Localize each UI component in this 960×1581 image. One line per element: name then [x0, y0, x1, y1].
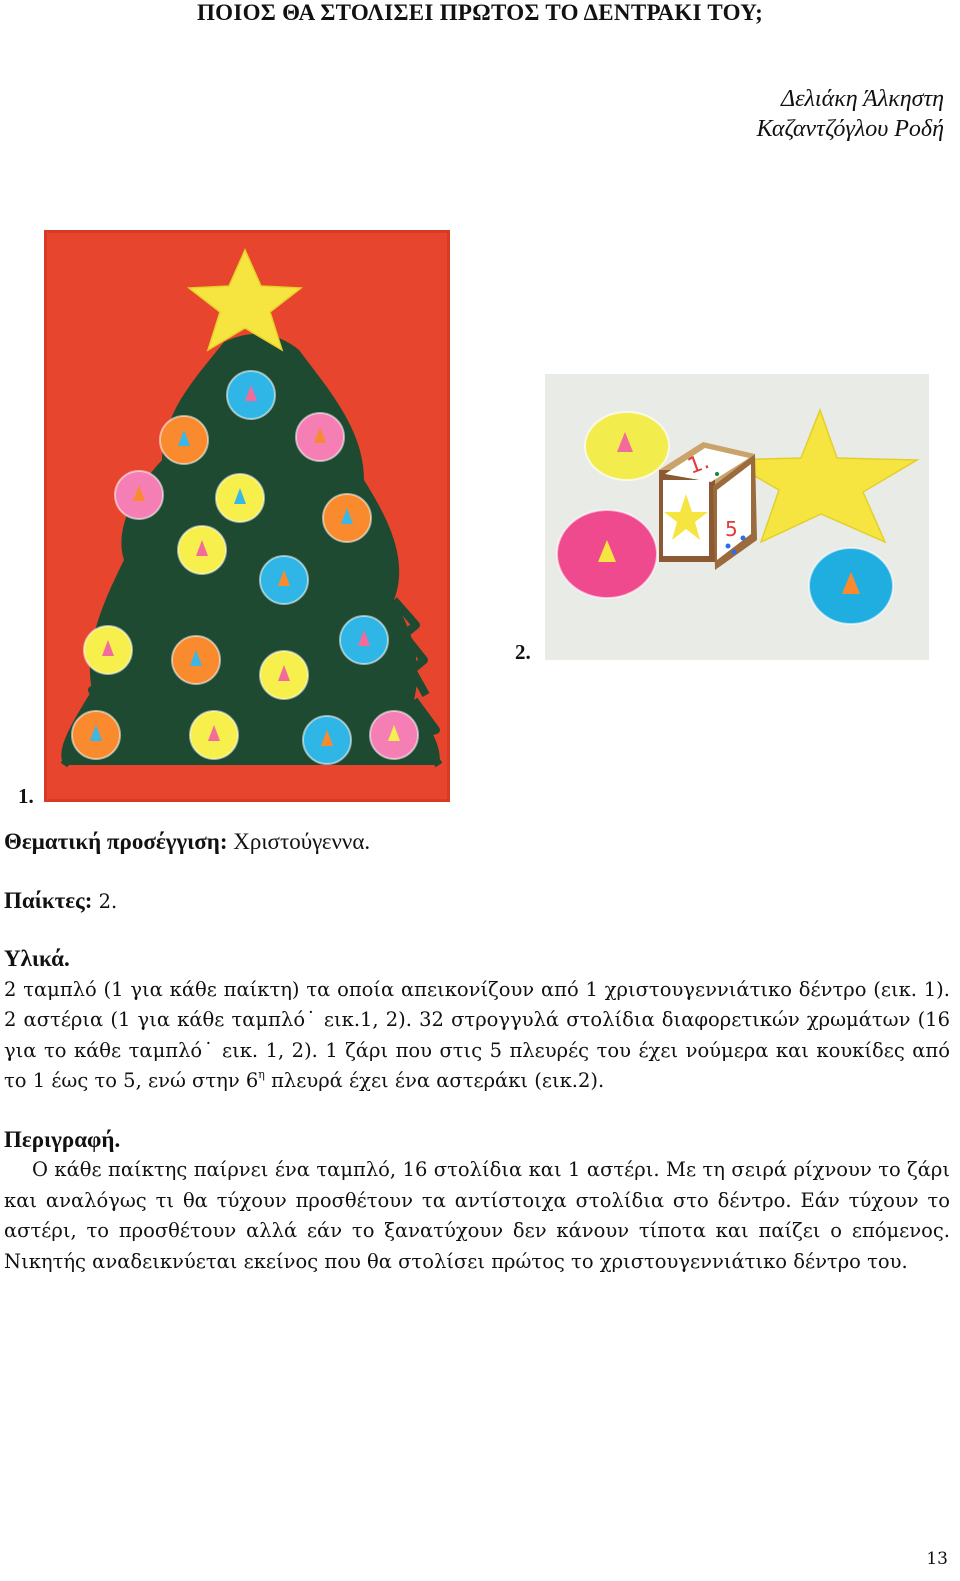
description-heading: Περιγραφή. — [4, 1126, 121, 1152]
figure-2-pieces-photo — [545, 374, 929, 660]
description-paragraph: Ο κάθε παίκτης παίρνει ένα ταμπλό, 16 στολίδια και 1 αστέρι. Με τη σειρά ρίχνουν το ζάρι και αναλόγως τι θα τύχουν προσθέτουν τα αντίστοιχα στολίδια στο δέντρο. Εάν τύχουν το αστέρι, το προσθέτουν αλλά εάν το ξανατύχουν δεν κάνουν τίποτα και παίζει ο επόμενος. Νικητής αναδεικνύεται εκείνος που θα στολίσει πρώτος το χριστουγεννιάτικο δέντρο του. — [4, 1158, 950, 1273]
figure-1-label: 1. — [18, 784, 34, 808]
tree-board-illustration — [44, 230, 450, 802]
theme-paragraph — [4, 827, 950, 859]
pieces-illustration — [545, 374, 929, 660]
authors — [757, 84, 944, 144]
materials-text-a: 2 ταμπλό (1 για κάθε παίκτη) τα οποία απεικονίζουν από 1 χριστουγεννιάτικο δέντρο (εικ. 1). 2 αστέρια (1 για κάθε ταμπλό˙ εικ.1, 2). 32 στρογγυλά στολίδια διαφορετικών χρωμάτων (16 για το κάθε ταμπλό˙ εικ. 1, 2). 1 ζάρι που στις 5 πλευρές του έχει νούμερα και κουκίδες από το 1 έως το 5, ενώ στην 6 — [4, 977, 950, 1092]
die-number-side: 5 — [725, 517, 738, 541]
page-number: 13 — [926, 1549, 948, 1569]
materials-sup: η — [258, 1068, 265, 1081]
body-text — [4, 827, 950, 1277]
players-paragraph — [4, 886, 950, 918]
materials-text-b: πλευρά έχει ένα αστεράκι (εικ.2). — [264, 1069, 605, 1092]
figure-2-label: 2. — [515, 640, 531, 664]
players-label: Παίκτες: — [4, 887, 93, 913]
theme-label: Θεματική προσέγγιση: — [4, 829, 228, 854]
materials-paragraph — [4, 975, 950, 1097]
die-number-top: 1. — [684, 448, 713, 480]
page-title: ΠΟΙΟΣ ΘΑ ΣΤΟΛΙΣΕΙ ΠΡΩΤΟΣ ΤΟ ΔΕΝΤΡΑΚΙ ΤΟΥ; — [196, 0, 764, 25]
materials-heading: Υλικά. — [4, 946, 70, 971]
figure-1-tree-board-photo — [44, 230, 450, 802]
author-2: Καζαντζόγλου Ροδή — [756, 116, 944, 142]
author-1: Δελιάκη Άλκηστη — [780, 86, 944, 112]
players-value: 2. — [92, 889, 118, 913]
theme-value: Χριστούγεννα. — [227, 829, 371, 854]
